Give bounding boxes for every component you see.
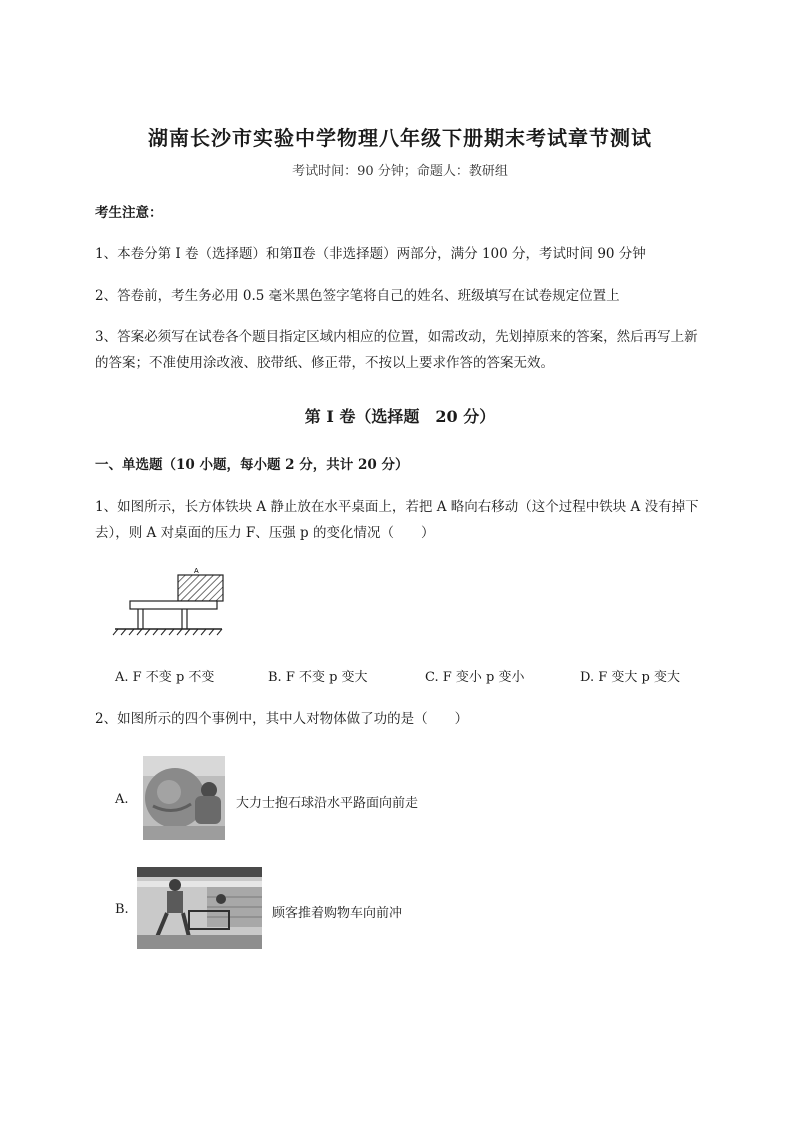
part-heading: 一、单选题（10 小题，每小题 2 分，共计 20 分） <box>95 457 409 473</box>
question-1-option-a[interactable]: A. F 不变 p 不变 <box>115 670 215 685</box>
question-1-option-b[interactable]: B. F 不变 p 变大 <box>268 670 368 685</box>
notice-item-3: 3、答案必须写在试卷各个题目指定区域内相应的位置，如需改动，先划掉原来的答案，然后再写上新 <box>95 329 698 345</box>
question-1-stem-cont: 去），则 A 对桌面的压力 F、压强 p 的变化情况（ ） <box>95 525 435 541</box>
question-2-stem: 2、如图所示的四个事例中，其中人对物体做了功的是（ ） <box>95 711 469 727</box>
notice-item-3-cont: 的答案；不准使用涂改液、胶带纸、修正带，不按以上要求作答的答案无效。 <box>95 355 554 371</box>
question-2-option-b-letter[interactable]: B. <box>115 902 129 917</box>
page-title: 湖南长沙市实验中学物理八年级下册期末考试章节测试 <box>148 126 652 150</box>
page-subtitle: 考试时间：90 分钟；命题人：教研组 <box>292 164 508 179</box>
question-2-option-a-text[interactable]: 大力士抱石球沿水平路面向前走 <box>236 796 419 811</box>
notice-heading: 考生注意： <box>95 205 163 221</box>
question-1-option-d[interactable]: D. F 变大 p 变大 <box>580 670 680 685</box>
section-title: 第 I 卷（选择题 20 分） <box>304 407 496 426</box>
block-label: A <box>194 568 199 575</box>
question-1-stem: 1、如图所示，长方体铁块 A 静止放在水平桌面上，若把 A 略向右移动（这个过程中铁块 A 没有掉下 <box>95 499 699 515</box>
question-1-figure <box>110 565 230 640</box>
iron-block-a <box>178 575 223 601</box>
question-2-option-b-text[interactable]: 顾客推着购物车向前冲 <box>272 906 403 921</box>
question-2-option-a-letter[interactable]: A. <box>115 792 129 807</box>
notice-item-1: 1、本卷分第 I 卷（选择题）和第Ⅱ卷（非选择题）两部分，满分 100 分，考试时间 90 分钟 <box>95 246 646 262</box>
notice-item-2: 2、答卷前，考生务必用 0.5 毫米黑色签字笔将自己的姓名、班级填写在试卷规定位置上 <box>95 288 620 304</box>
question-1-option-c[interactable]: C. F 变小 p 变小 <box>425 670 525 685</box>
shopping-cart-photo <box>137 867 262 949</box>
strongman-stone-photo <box>143 756 225 840</box>
table-top <box>130 601 217 609</box>
ground-hatching <box>113 629 222 635</box>
